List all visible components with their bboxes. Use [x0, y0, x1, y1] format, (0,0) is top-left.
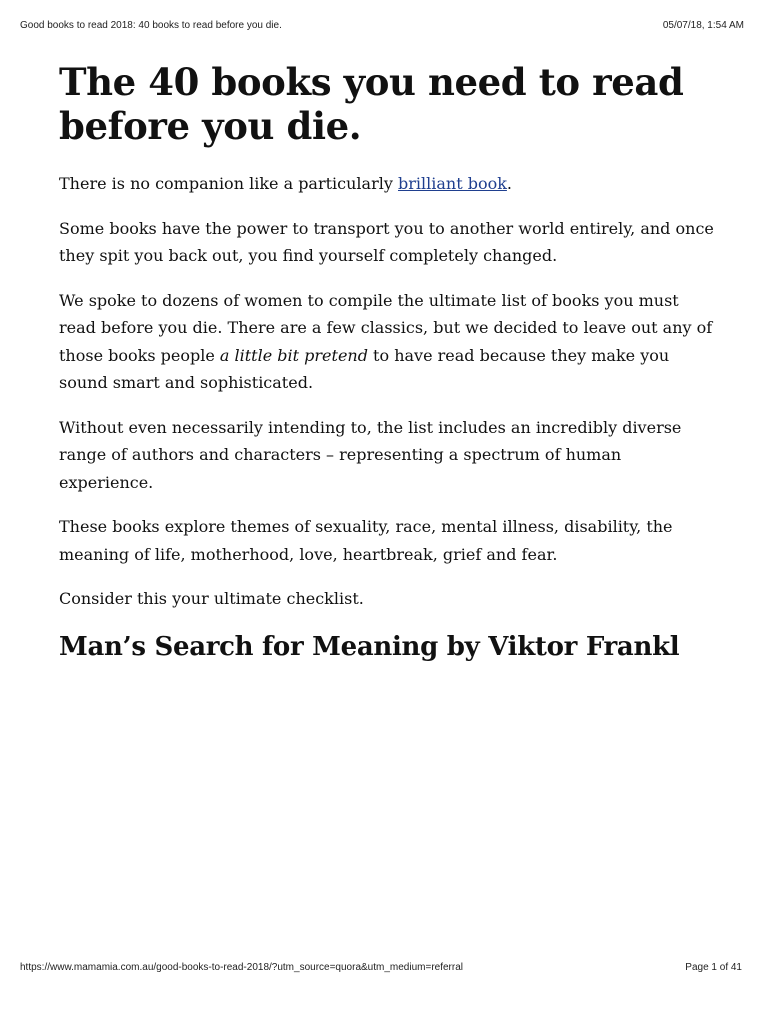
section-heading: Man’s Search for Meaning by Viktor Frankl [59, 631, 680, 662]
article-title: The 40 books you need to read before you die. [59, 60, 684, 148]
compile-text-end: to have read because they make you sound smart and sophisticated. [59, 345, 670, 392]
paragraph-compile [59, 287, 719, 397]
print-page-title: Good books to read 2018: 40 books to read before you die. [20, 20, 282, 31]
print-datetime: 05/07/18, 1:54 AM [662, 20, 744, 31]
paragraph-transport: Some books have the power to transport you to another world entirely, and once they spit you back out, you find yourself completely changed. [59, 218, 714, 265]
article [59, 60, 719, 663]
brilliant-book-link[interactable]: brilliant book [397, 174, 507, 193]
paragraph-checklist: Consider this your ultimate checklist. [59, 589, 364, 608]
emphasis-text: a little bit pretend [219, 345, 368, 365]
intro-paragraph [59, 170, 719, 198]
compile-text: We spoke to dozens of women to compile the ultimate list of books you must read before you die. There are a few classics, but we decided to leave out any of those books people [59, 290, 713, 365]
print-url: https://www.mamamia.com.au/good-books-to-read-2018/?utm_source=quora&utm_medium=referral [20, 962, 463, 973]
intro-text: There is no companion like a particularly [59, 174, 398, 193]
paragraph-diverse: Without even necessarily intending to, the list includes an incredibly diverse range of authors and characters – representing a spectrum of human experience. [59, 417, 682, 492]
page-indicator: Page 1 of 41 [685, 962, 742, 973]
intro-text-end: . [506, 174, 512, 193]
print-header [20, 20, 744, 34]
paragraph-themes: These books explore themes of sexuality, race, mental illness, disability, the meaning of life, motherhood, love, heartbreak, grief and fear. [59, 517, 673, 564]
print-footer [20, 962, 742, 976]
